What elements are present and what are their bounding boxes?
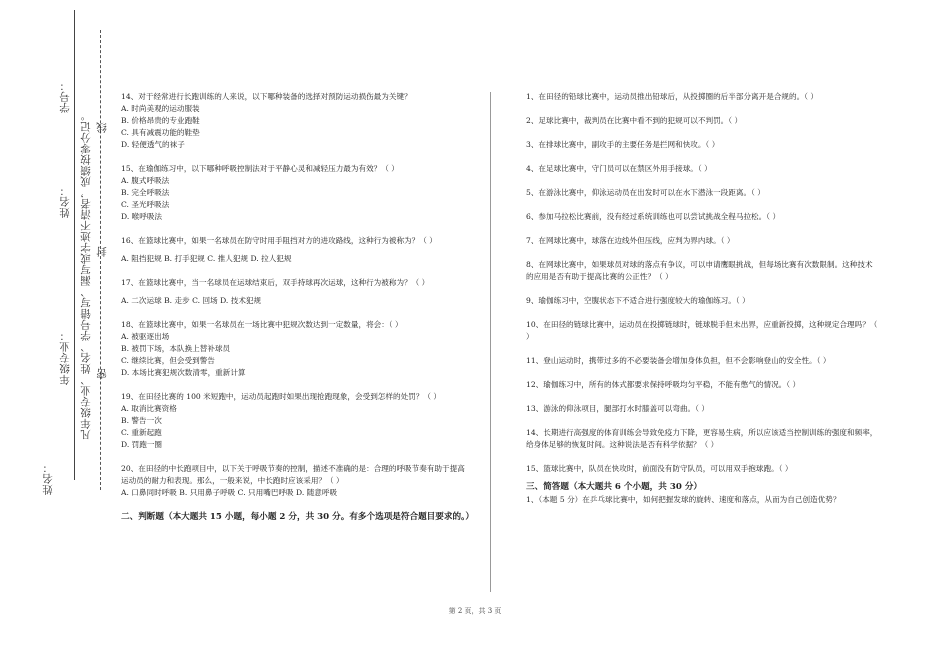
section-title-short-answer: 三、简答题（本大题共 6 个小题，共 30 分） [526,482,703,492]
question-14 [121,91,471,151]
binding-solid-line [74,10,75,480]
judgement-7: 7、在网球比赛中，球落在边线外但压线，应判为界内球。（ ） [526,236,735,245]
right-column [526,91,878,518]
cut-dashed-line [100,30,101,490]
question-stem: 15、在瑜伽练习中，以下哪种呼吸控制法对于平静心灵和减轻压力最为有效？（ ） [121,164,399,173]
cut-mark-xian: 线 [96,122,108,133]
judgement-5: 5、在游泳比赛中，仰泳运动员在出发时可以在水下潜泳一段距离。（ ） [526,188,765,197]
option: A. 取消比赛资格 [121,404,177,413]
short-answer-1: 1、（本题 5 分）在乒乓球比赛中，如何把握发球的旋转、速度和落点，从而为自己创造优势？ [526,495,841,504]
option: B. 完全呼吸法 [121,188,170,197]
judgement-3: 3、在排球比赛中，副攻手的主要任务是拦网和快攻。（ ） [526,140,720,149]
name-label: 姓名： [59,185,71,218]
option: B. 价格昂贵的专业跑鞋 [121,116,200,125]
judgement-13: 13、游泳的仰泳项目，腿部打水时膝盖可以弯曲。（ ） [526,404,709,413]
question-stem: 19、在田径比赛的 100 米短跑中，运动员起跑时如果出现抢跑现象，会受到怎样的处罚？（ ） [121,392,441,401]
column-divider [490,92,491,592]
judgement-6: 6、参加马拉松比赛前，没有经过系统训练也可以尝试挑战全程马拉松。（ ） [526,212,781,221]
major-label: 年级专业： [59,330,71,385]
question-15 [121,163,471,223]
cut-mark-feng: 封 [96,246,108,257]
question-stem: 16、在篮球比赛中，如果一名球员在防守时用手阻挡对方的进攻路线，这种行为被称为？（ ） [121,236,437,245]
option: C. 圣光呼吸法 [121,200,170,209]
question-stem: 18、在篮球比赛中，如果一名球员在一场比赛中犯规次数达到一定数量，将会：（ ） [121,320,403,329]
judgement-11: 11、登山运动时，携带过多的不必要装备会增加身体负担，但不会影响登山的安全性。（ ） [526,356,831,365]
question-19 [121,391,471,451]
question-20 [121,463,471,499]
option: D. 轻便透气的袜子 [121,140,185,149]
option: B. 被罚下场，本队换上替补球员 [121,344,231,353]
option: D. 本场比赛犯规次数清零，重新计算 [121,368,246,377]
question-stem: 20、在田径的中长跑项目中，以下关于呼吸节奏的控制，描述不准确的是：合理的呼吸节奏有助于提高运动员的耐力和表现。那么，一般来说，中长跑时应该采用？（ ） [121,464,465,485]
options-inline: A. 口鼻同时呼吸 B. 只用鼻子呼吸 C. 只用嘴巴呼吸 D. 随意呼吸 [121,488,338,497]
question-stem: 14、对于经常进行长跑训练的人来说，以下哪种装备的选择对预防运动损伤最为关键？ [121,92,412,101]
options-inline: A. 二次运球 B. 走步 C. 回场 D. 技术犯规 [121,296,262,305]
option: D. 罚跑一圈 [121,440,163,449]
option: C. 继续比赛，但会受到警告 [121,356,215,365]
judgement-9: 9、瑜伽练习中，空腹状态下不适合进行强度较大的瑜伽练习。（ ） [526,296,750,305]
question-16 [121,235,471,265]
option: B. 警告一次 [121,416,162,425]
judgement-1: 1、在田径的铅球比赛中，运动员推出铅球后，从投掷圈的后半部分离开是合规的。（ ） [526,92,819,101]
option: A. 腹式呼吸法 [121,176,170,185]
id-label: 学号： [59,80,71,113]
left-column [121,91,474,524]
judgement-15: 15、篮球比赛中，队员在快攻时，前面没有防守队员，可以用双手抱球跑。（ ） [526,464,793,473]
judgement-12: 12、瑜伽练习中，所有的体式都要求保持呼吸均匀平稳，不能有憋气的情况。（ ） [526,380,801,389]
judgement-4: 4、在足球比赛中，守门员可以在禁区外用手接球。（ ） [526,164,712,173]
judgement-2: 2、足球比赛中，裁判员在比赛中看不到的犯规可以不判罚。（ ） [526,116,743,125]
option: A. 被驱逐出场 [121,332,170,341]
page-footer: 第 2 页，共 3 页 [448,607,502,615]
judgement-8: 8、在网球比赛中，如果球员对球的落点有争议，可以申请鹰眼挑战，但每场比赛有次数限制。这种技术的应用是否有助于提高比赛的公正性？（ ） [526,260,873,281]
school-label: 姓名： [42,462,54,495]
seal-notice: 凡年级专业、姓名、学号错写、漏写或字迹不清者，成绩按零分记。 [80,110,92,440]
question-stem: 17、在篮球比赛中，当一名球员在运球结束后，双手持球再次运球，这种行为被称为？（ ） [121,278,430,287]
judgement-14: 14、长期进行高强度的体育训练会导致免疫力下降，更容易生病，所以应该适当控制训练的强度和频率，给身体足够的恢复时间。这种说法是否有科学依据？（ ） [526,428,878,449]
section-title-judgement: 二、判断题（本大题共 15 小题，每小题 2 分，共 30 分。有多个选项是符合题目要求的。） [121,512,474,522]
binding-margin [0,0,120,672]
question-17 [121,277,471,307]
options-inline: A. 阻挡犯规 B. 打手犯规 C. 推人犯规 D. 拉人犯规 [121,254,292,263]
option: C. 重新起跑 [121,428,162,437]
cut-mark-mi: 密 [96,368,108,379]
option: C. 具有减震功能的鞋垫 [121,128,200,137]
option: D. 喉呼吸法 [121,212,163,221]
judgement-10: 10、在田径的链球比赛中，运动员在投掷链球时，链球脱手但未出界，应重新投掷，这种规定合理吗？（ ） [526,320,878,341]
question-18 [121,319,471,379]
option: A. 时尚美观的运动服装 [121,104,200,113]
